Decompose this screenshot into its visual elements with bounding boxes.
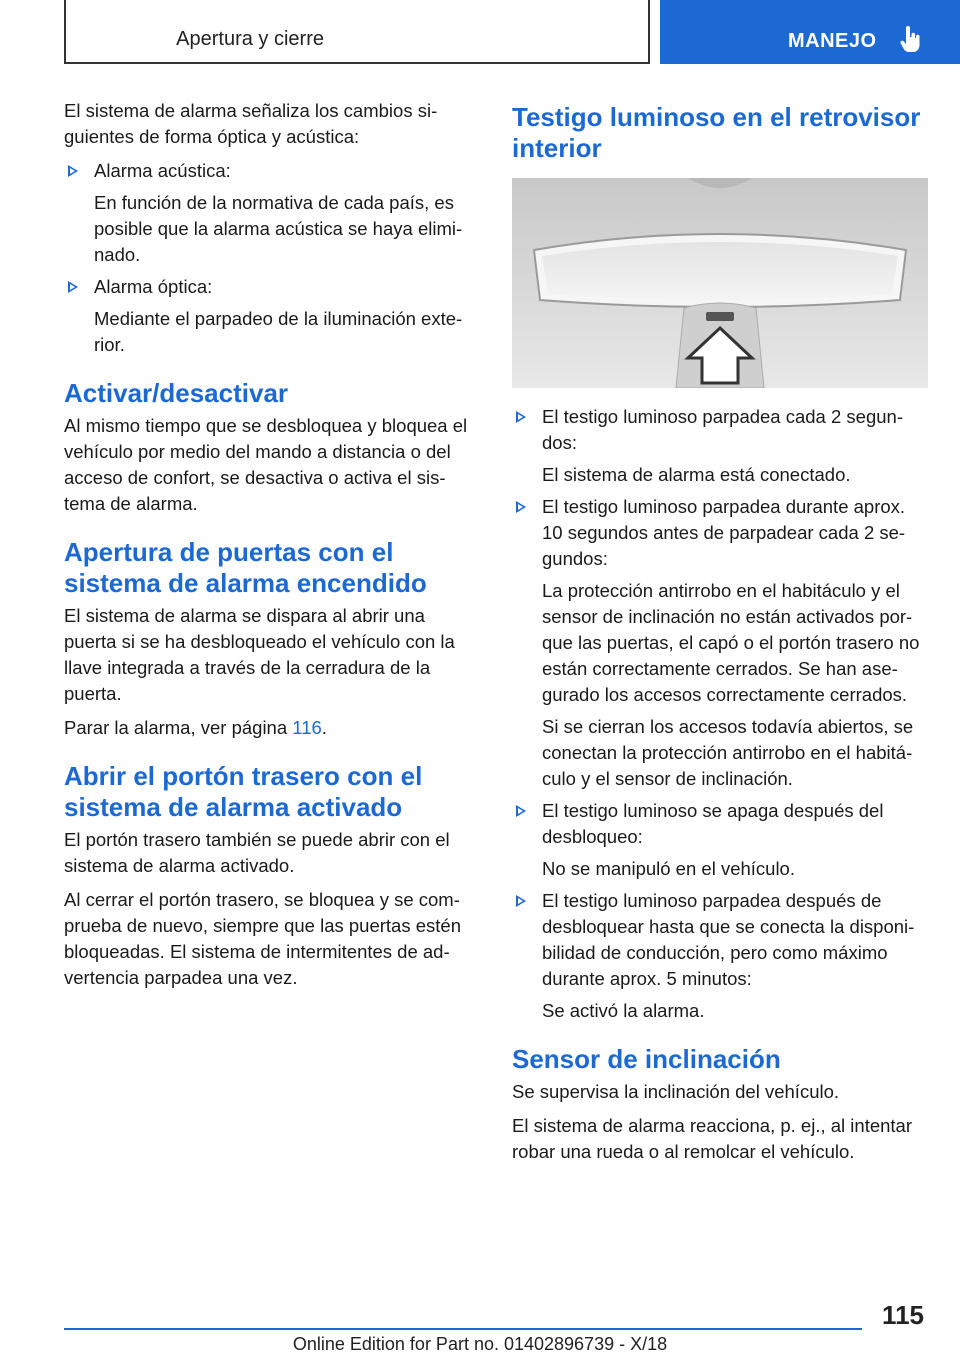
list-item — [512, 888, 930, 1024]
triangle-bullet-icon — [516, 411, 526, 423]
stop-alarm-period: . — [321, 717, 327, 738]
triangle-bullet-icon — [516, 895, 526, 907]
indicator-meaning: La protección antirrobo en el habitáculo y el sensor de inclinación no están activados por-que las puertas, el capó o el portón trasero no están correctamente cerrados. Se han ase-gurado los accesos correctamente cerrados. — [542, 580, 920, 705]
left-column — [64, 98, 482, 999]
tailgate-paragraph-2: Al cerrar el portón trasero, se bloquea y se com-prueba de nuevo, siempre que las puertas estén bloqueadas. El sistema de intermitentes de ad-vertencia parpadea una vez. — [64, 889, 461, 988]
activate-paragraph: Al mismo tiempo que se desbloquea y bloquea el vehículo por medio del mando a distancia o del acceso de confort, se desactiva o activa el sis-tema de alarma. — [64, 415, 468, 514]
page-number: 115 — [882, 1300, 924, 1330]
page-link-116[interactable]: 116 — [292, 717, 322, 738]
indicator-state: El testigo luminoso parpadea cada 2 segun-dos: — [542, 406, 903, 453]
alarm-signal-list — [64, 158, 482, 358]
indicator-meaning: Si se cierran los accesos todavía abiertos, se conectan la protección antirrobo en el habitá-culo y el sensor de inclinación. — [542, 716, 914, 789]
section-heading-tailgate: Abrir el portón trasero con el sistema de alarma activado — [64, 761, 423, 822]
tab-manejo-label: MANEJO — [788, 30, 877, 52]
indicator-state: El testigo luminoso parpadea durante aprox. 10 segundos antes de parpadear cada 2 se-gundos: — [542, 496, 906, 569]
list-item-label: Alarma óptica: — [94, 276, 213, 297]
list-item — [512, 404, 930, 488]
indicator-state-list — [512, 404, 930, 1024]
stop-alarm-paragraph — [64, 715, 482, 741]
tilt-paragraph-1: Se supervisa la inclinación del vehículo. — [512, 1081, 840, 1102]
indicator-state: El testigo luminoso parpadea después de desbloquear hasta que se conecta la disponi-bilidad de conducción, pero como máximo durante aprox. 5 minutos: — [542, 890, 915, 989]
footer-divider — [64, 1328, 862, 1330]
section-heading-indicator: Testigo luminoso en el retrovisor interior — [512, 102, 921, 163]
list-item-text: Mediante el parpadeo de la iluminación exte-rior. — [94, 308, 463, 355]
footer-edition: Online Edition for Part no. 01402896739 - X/18 — [292, 1334, 668, 1354]
triangle-bullet-icon — [68, 281, 78, 293]
section-heading-activate: Activar/desactivar — [64, 378, 289, 408]
list-item-label: Alarma acústica: — [94, 160, 231, 181]
hand-pointer-icon — [900, 26, 920, 54]
triangle-bullet-icon — [516, 805, 526, 817]
triangle-bullet-icon — [68, 165, 78, 177]
triangle-bullet-icon — [516, 501, 526, 513]
alarm-intro-paragraph: El sistema de alarma señaliza los cambios si-guientes de forma óptica y acústica: — [64, 100, 438, 147]
list-item-text: En función de la normativa de cada país, es posible que la alarma acústica se haya elimi-nado. — [94, 192, 463, 265]
indicator-meaning: El sistema de alarma está conectado. — [542, 464, 851, 485]
indicator-meaning: No se manipuló en el vehículo. — [542, 858, 795, 879]
list-item — [512, 494, 930, 792]
section-heading-tilt: Sensor de inclinación — [512, 1044, 781, 1074]
rear-view-mirror-indicator-image — [512, 178, 928, 388]
indicator-meaning: Se activó la alarma. — [542, 1000, 705, 1021]
tilt-paragraph-2: El sistema de alarma reacciona, p. ej., al intentar robar una rueda o al remolcar el vehículo. — [512, 1115, 912, 1162]
tab-manejo[interactable] — [660, 0, 960, 64]
indicator-state: El testigo luminoso se apaga después del desbloqueo: — [542, 800, 884, 847]
list-item — [64, 274, 482, 358]
list-item — [512, 798, 930, 882]
section-heading-doors: Apertura de puertas con el sistema de alarma encendido — [64, 537, 427, 598]
list-item — [64, 158, 482, 268]
header-frame — [64, 0, 650, 64]
tailgate-paragraph-1: El portón trasero también se puede abrir con el sistema de alarma activado. — [64, 829, 450, 876]
right-column — [512, 98, 930, 1173]
doors-paragraph: El sistema de alarma se dispara al abrir una puerta si se ha desbloqueado el vehículo con la llave integrada a través de la cerradura de la puerta. — [64, 605, 455, 704]
header-section-title: Apertura y cierre — [176, 28, 324, 50]
stop-alarm-text: Parar la alarma, ver página — [64, 717, 288, 738]
